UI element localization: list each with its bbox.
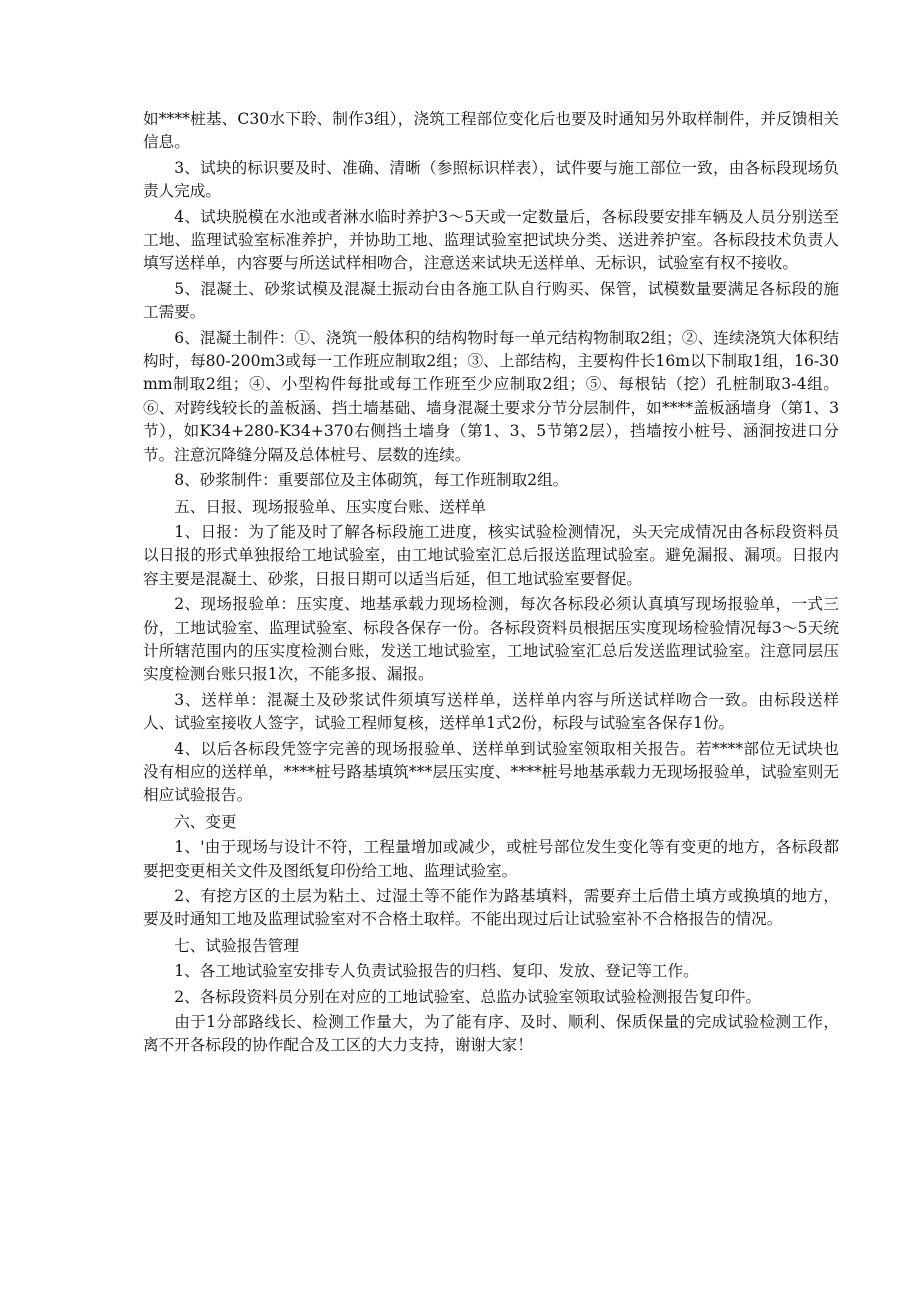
paragraph-mortar-specimens: 8、砂浆制件：重要部位及主体砌筑，每工作班制取2组。 [174, 471, 569, 490]
section-heading-changes: 六、变更 [174, 812, 237, 831]
paragraph-sample-delivery-form: 3、送样单：混凝土及砂浆试件须填写送样单，送样单内容与所送试样吻合一致。由标段送样人、试验室接收人签字，试验工程师复核，送样单1式2份，标段与试验室各保存1份。 [143, 690, 839, 733]
paragraph-design-changes: 1、'由于现场与设计不符，工程量增加或减少，或桩号部位发生变化等有变更的地方，各标段都要把变更相关文件及图纸复印份给工地、监理试验室。 [143, 838, 839, 880]
paragraph-test-molds: 5、混凝土、砂浆试模及混凝土振动台由各施工队自行购买、保管，试模数量要满足各标段的施工需要。 [143, 279, 839, 322]
paragraph-report-copies: 2、各标段资料员分别在对应的工地试验室、总监办试验室领取试验检测报告复印件。 [174, 987, 762, 1006]
section-heading-report-management: 七、试验报告管理 [174, 936, 299, 955]
section-heading-reports: 五、日报、现场报验单、压实度台账、送样单 [174, 497, 487, 516]
paragraph-site-inspection-form: 2、现场报验单：压实度、地基承载力现场检测，每次各标段必须认真填写现场报验单，一式三份，工地试验室、监理试验室、标段各保存一份。各标段资料员根据压实度现场检验情况每3～5天统计所辖范围内的压实度检测台账，发送工地试验室，工地试验室汇总后发送监理试验室。注意同层压实度检测台账只报1次，不能多报、漏报。 [143, 595, 839, 684]
paragraph-unsuitable-soil: 2、有挖方区的土层为粘土、过湿土等不能作为路基填料，需要弃土后借土填方或换填的地方，要及时通知工地及监理试验室对不合格土取样。不能出现过后让试验室补不合格报告的情况。 [143, 887, 839, 929]
paragraph-specimen-curing: 4、试块脱模在水池或者淋水临时养护3～5天或一定数量后，各标段要安排车辆及人员分别送至工地、监理试验室标准养护，并协助工地、监理试验室把试块分类、送进养护室。各标段技术负责人填写送样单，内容要与所送试样相吻合，注意送来试块无送样单、无标识，试验室有权不接收。 [143, 207, 839, 273]
paragraph-report-collection: 4、以后各标段凭签字完善的现场报验单、送样单到试验室领取相关报告。若****部位无试块也没有相应的送样单，****桩号路基填筑***层压实度、****桩号地基承载力无现场报验单，试验室则无相应试验报告。 [143, 739, 839, 805]
paragraph-report-archiving: 1、各工地试验室安排专人负责试验报告的归档、复印、发放、登记等工作。 [174, 962, 699, 981]
paragraph-daily-report: 1、日报：为了能及时了解各标段施工进度，核实试验检测情况，头天完成情况由各标段资料员以日报的形式单独报给工地试验室，由工地试验室汇总后报送监理试验室。避免漏报、漏项。日报内容主要是混凝土、砂浆，日报日期可以适当后延，但工地试验室要督促。 [143, 522, 839, 588]
paragraph-closing-remarks: 由于1分部路线长、检测工作量大，为了能有序、及时、顺利、保质保量的完成试验检测工作，离不开各标段的协作配合及工区的大力支持，谢谢大家！ [143, 1013, 839, 1055]
paragraph-continuation: 如****桩基、C30水下聆、制作3组），浇筑工程部位变化后也要及时通知另外取样制件，并反馈相关信息。 [143, 110, 839, 152]
paragraph-specimen-labeling: 3、试块的标识要及时、准确、清晰（参照标识样表），试件要与施工部位一致，由各标段现场负责人完成。 [143, 158, 839, 201]
document-body [143, 108, 839, 1058]
paragraph-concrete-specimens: 6、混凝土制件：①、浇筑一般体积的结构物时每一单元结构物制取2组；②、连续浇筑大体积结构时，每80-200m3或每一工作班应制取2组；③、上部结构，主要构件长16m以下制取1组，16-30mm制取2组；④、小型构件每批或每工作班至少应制取2组；⑤、每根钻（挖）孔桩制取3-4组。⑥、对跨线较长的盖板涵、挡土墙基础、墙身混凝土要求分节分层制件，如****盖板涵墙身（第1、3节），如K34+280-K34+370右侧挡土墙身（第1、3、5节第2层），挡墙按小桩号、涵洞按进口分节。注意沉降缝分隔及总体桩号、层数的连续。 [143, 328, 839, 464]
